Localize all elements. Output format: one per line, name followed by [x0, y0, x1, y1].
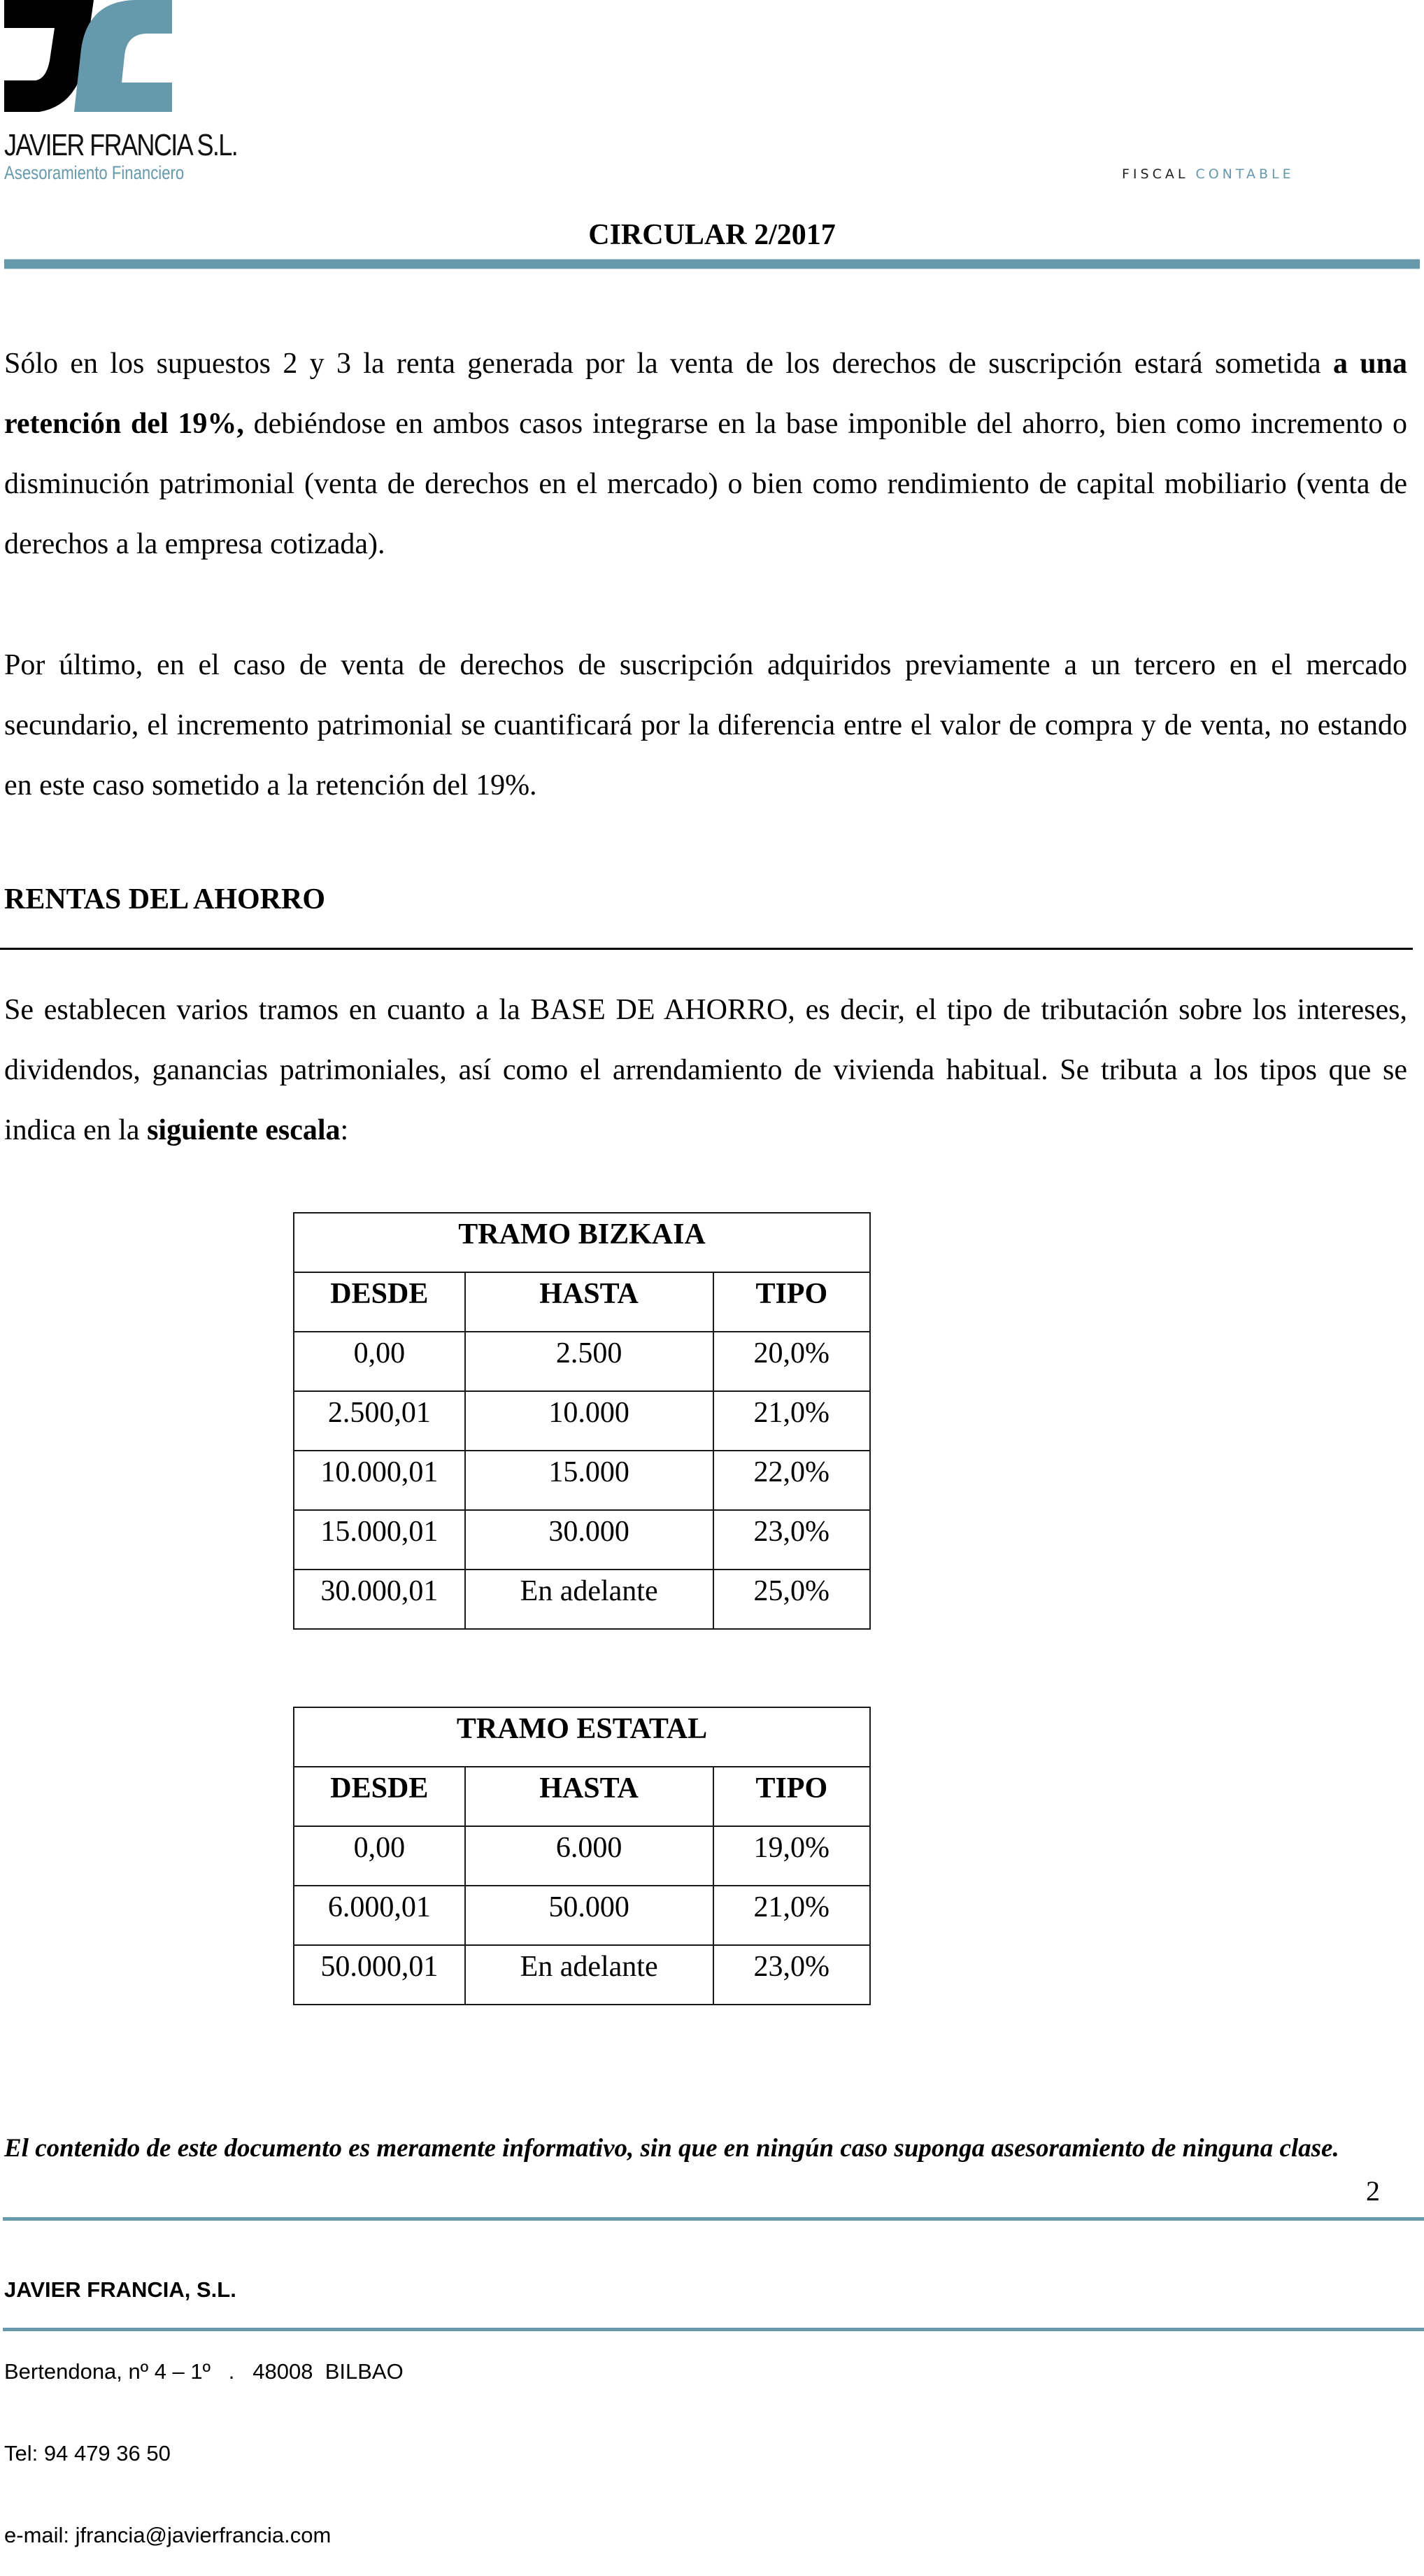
table-row — [294, 1332, 870, 1391]
paragraph-retention — [4, 334, 1407, 574]
table-row — [294, 1570, 870, 1629]
footer-company: JAVIER FRANCIA, S.L. — [4, 2277, 236, 2302]
cell-tipo: 20,0% — [713, 1332, 870, 1391]
column-header-tipo: TIPO — [713, 1272, 870, 1332]
tagline — [1122, 166, 1295, 182]
table-row — [294, 1451, 870, 1510]
table-row — [294, 1886, 870, 1945]
paragraph-base-ahorro — [4, 980, 1407, 1160]
table-tramo-estatal — [293, 1707, 871, 2005]
table-title-row — [294, 1707, 870, 1767]
paragraph-text: : — [340, 1114, 349, 1146]
table-row — [294, 1945, 870, 2005]
tagline-contable: CONTABLE — [1195, 166, 1295, 182]
cell-desde: 10.000,01 — [294, 1451, 465, 1510]
cell-desde: 15.000,01 — [294, 1510, 465, 1570]
table-title: TRAMO BIZKAIA — [294, 1213, 870, 1272]
cell-desde: 0,00 — [294, 1826, 465, 1886]
paragraph-text: debiéndose en ambos casos integrarse en la base imponible del ahorro, bien como incremento o disminución patrimonial (venta de derechos en el mercado) o bien como rendimiento de capital mobiliario (venta de derechos a la empresa cotizada). — [4, 408, 1407, 560]
table-title: TRAMO ESTATAL — [294, 1707, 870, 1767]
footer-divider-top — [3, 2217, 1424, 2221]
table-header-row — [294, 1272, 870, 1332]
footer-divider-bottom — [3, 2328, 1424, 2331]
cell-hasta: 15.000 — [465, 1451, 713, 1510]
footer-contact — [4, 2221, 404, 2576]
table-row — [294, 1391, 870, 1451]
cell-tipo: 23,0% — [713, 1945, 870, 2005]
page-number: 2 — [1366, 2175, 1380, 2207]
footer-phone: Tel: 94 479 36 50 — [4, 2441, 171, 2465]
paragraph-text: Sólo en los supuestos 2 y 3 la renta generada por la venta de los derechos de suscripción estará sometida — [4, 348, 1333, 380]
document-title: CIRCULAR 2/2017 — [588, 219, 836, 251]
cell-desde: 6.000,01 — [294, 1886, 465, 1945]
tagline-fiscal: FISCAL — [1122, 166, 1189, 182]
logo-subtitle: Asesoramiento Financiero — [4, 162, 185, 183]
cell-tipo: 21,0% — [713, 1886, 870, 1945]
table-tramo-bizkaia — [293, 1212, 871, 1630]
column-header-hasta: HASTA — [465, 1272, 713, 1332]
paragraph-bold-text: siguiente escala — [147, 1114, 341, 1146]
cell-tipo: 23,0% — [713, 1510, 870, 1570]
cell-tipo: 25,0% — [713, 1570, 870, 1629]
disclaimer: El contenido de este documento es meramente informativo, sin que en ningún caso suponga asesoramiento de ninguna clase. — [4, 2134, 1339, 2163]
footer-email[interactable]: e-mail: jfrancia@javierfrancia.com — [4, 2523, 332, 2547]
table-title-row — [294, 1213, 870, 1272]
column-header-tipo: TIPO — [713, 1767, 870, 1826]
cell-desde: 2.500,01 — [294, 1391, 465, 1451]
cell-tipo: 21,0% — [713, 1391, 870, 1451]
jf-logo-mark-icon — [4, 0, 172, 112]
column-header-hasta: HASTA — [465, 1767, 713, 1826]
cell-hasta: En adelante — [465, 1945, 713, 2005]
cell-tipo: 22,0% — [713, 1451, 870, 1510]
cell-hasta: 2.500 — [465, 1332, 713, 1391]
column-header-desde: DESDE — [294, 1767, 465, 1826]
cell-tipo: 19,0% — [713, 1826, 870, 1886]
paragraph-secondary-market: Por último, en el caso de venta de derechos de suscripción adquiridos previamente a un tercero en el mercado secundario, el incremento patrimonial se cuantificará por la diferencia entre el valor de compra y de venta, no estando en este caso sometido a la retención del 19%. — [4, 649, 1407, 802]
section-divider — [0, 948, 1413, 950]
column-header-desde: DESDE — [294, 1272, 465, 1332]
table-row — [294, 1826, 870, 1886]
cell-hasta: 30.000 — [465, 1510, 713, 1570]
cell-hasta: En adelante — [465, 1570, 713, 1629]
paragraph-text: Se establecen varios tramos en cuanto a la BASE DE AHORRO, es decir, el tipo de tributación sobre los intereses, dividendos, ganancias patrimoniales, así como el arrendamiento de vivienda habitual. Se tributa a los tipos que se indica en la — [4, 994, 1407, 1146]
section-heading: RENTAS DEL AHORRO — [4, 883, 325, 916]
header-divider — [4, 259, 1420, 269]
cell-hasta: 10.000 — [465, 1391, 713, 1451]
footer-address: Bertendona, nº 4 – 1º . 48008 BILBAO — [4, 2359, 404, 2384]
cell-desde: 50.000,01 — [294, 1945, 465, 2005]
table-row — [294, 1510, 870, 1570]
cell-hasta: 6.000 — [465, 1826, 713, 1886]
cell-hasta: 50.000 — [465, 1886, 713, 1945]
table-header-row — [294, 1767, 870, 1826]
paragraph-bold-text: a una retención del 19%, — [4, 348, 1407, 440]
cell-desde: 30.000,01 — [294, 1570, 465, 1629]
company-logo — [4, 0, 238, 183]
logo-company-name: JAVIER FRANCIA S.L. — [4, 128, 238, 162]
cell-desde: 0,00 — [294, 1332, 465, 1391]
